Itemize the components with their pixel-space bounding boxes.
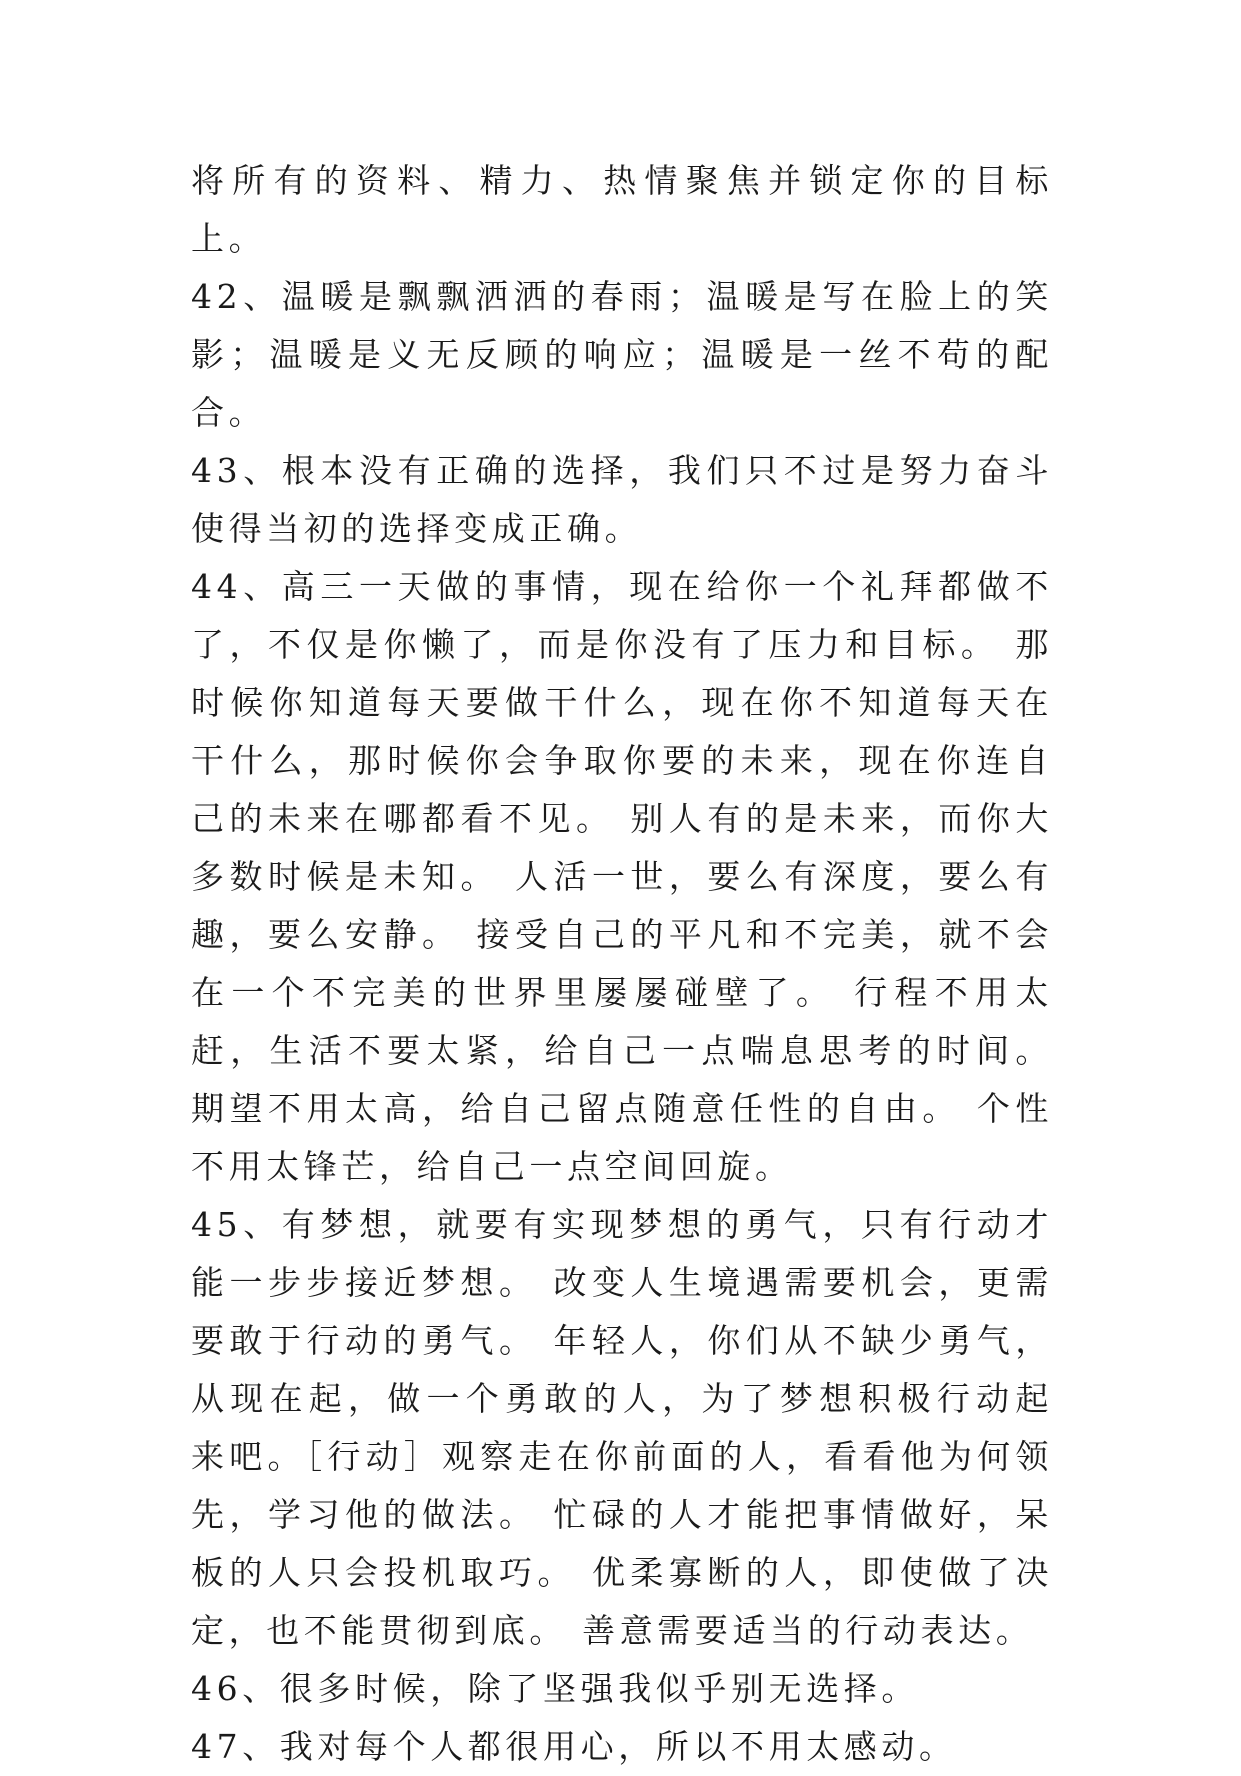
paragraph-42: 42、温暖是飘飘洒洒的春雨；温暖是写在脸上的笑影；温暖是义无反顾的响应；温暖是一丝不苟的配合。 xyxy=(191,277,1053,432)
paragraph-45: 45、有梦想，就要有实现梦想的勇气，只有行动才能一步步接近梦想。 改变人生境遇需要机会，更需要敢于行动的勇气。 年轻人，你们从不缺少勇气，从现在起，做一个勇敢的人，为了梦想积极行动起来吧。［行动］观察走在你前面的人，看看他为何领先，学习他的做法。 忙碌的人才能把事情做好，呆板的人只会投机取巧。 优柔寡断的人，即使做了决定，也不能贯彻到底。 善意需要适当的行动表达。 xyxy=(191,1205,1053,1650)
document-page xyxy=(191,152,1053,1776)
paragraph-46: 46、很多时候，除了坚强我似乎别无选择。 xyxy=(191,1669,919,1708)
paragraph-47: 47、我对每个人都很用心，所以不用太感动。 xyxy=(191,1727,957,1766)
paragraph-44: 44、高三一天做的事情，现在给你一个礼拜都做不了，不仅是你懒了，而是你没有了压力和目标。 那时候你知道每天要做干什么，现在你不知道每天在干什么，那时候你会争取你要的未来，现在你连自己的未来在哪都看不见。 别人有的是未来，而你大多数时候是未知。 人活一世，要么有深度，要么有趣，要么安静。 接受自己的平凡和不完美，就不会在一个不完美的世界里屡屡碰壁了。 行程不用太赶，生活不要太紧，给自己一点喘息思考的时间。 期望不用太高，给自己留点随意任性的自由。 个性不用太锋芒，给自己一点空间回旋。 xyxy=(191,567,1053,1186)
paragraph-43: 43、根本没有正确的选择，我们只不过是努力奋斗使得当初的选择变成正确。 xyxy=(191,451,1053,548)
paragraph-continuation: 将所有的资料、精力、热情聚焦并锁定你的目标上。 xyxy=(191,161,1053,258)
